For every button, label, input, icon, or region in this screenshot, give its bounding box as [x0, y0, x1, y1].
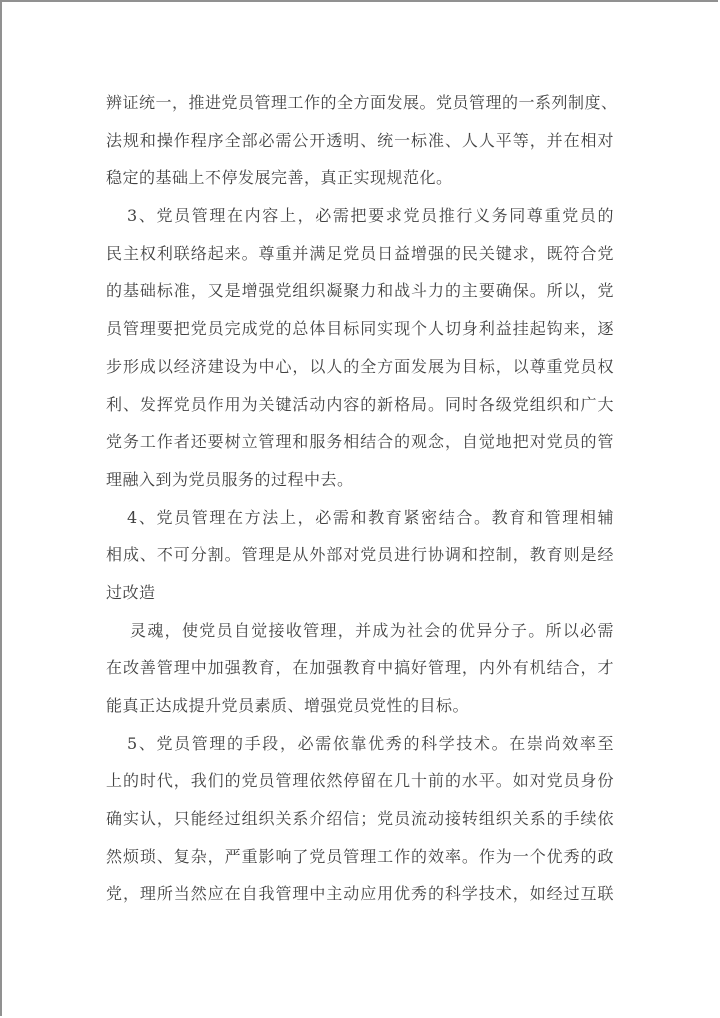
- text-line: 确实认，只能经过组织关系介绍信；党员流动接转组织关系的手续依: [106, 809, 614, 829]
- text-line: 然烦琐、复杂，严重影响了党员管理工作的效率。作为一个优秀的政: [106, 846, 614, 866]
- text-line: 灵魂，使党员自觉接收管理，并成为社会的优异分子。所以必需: [130, 620, 614, 640]
- text-line: 能真正达成提升党员素质、增强党员党性的目标。: [106, 696, 470, 715]
- text-line: 上的时代，我们的党员管理依然停留在几十前的水平。如对党员身份: [106, 771, 614, 791]
- text-line: 法规和操作程序全部必需公开透明、统一标准、人人平等，并在相对: [106, 130, 614, 150]
- text-line: 在改善管理中加强教育，在加强教育中搞好管理，内外有机结合，才: [106, 658, 614, 678]
- text-line: 党，理所当然应在自我管理中主动应用优秀的科学技术，如经过互联: [106, 884, 614, 904]
- text-line: 民主权利联络起来。尊重并满足党员日益增强的民关键求，既符合党: [106, 243, 614, 263]
- text-block: [106, 84, 618, 913]
- text-line: 利、发挥党员作用为关键活动内容的新格局。同时各级党组织和广大: [106, 394, 614, 414]
- text-line: 稳定的基础上不停发展完善，真正实现规范化。: [106, 168, 453, 188]
- text-line: 5、党员管理的手段，必需依靠优秀的科学技术。在崇尚效率至: [127, 733, 614, 753]
- text-line: 4、党员管理在方法上，必需和教育紧密结合。教育和管理相辅: [127, 507, 614, 527]
- text-line: 过改造: [106, 582, 156, 602]
- text-line: 的基础标准，又是增强党组织凝聚力和战斗力的主要确保。所以，党: [106, 281, 614, 301]
- text-line: 党务工作者还要树立管理和服务相结合的观念，自觉地把对党员的管: [106, 432, 614, 452]
- text-line: 员管理要把党员完成党的总体目标同实现个人切身利益挂起钩来，逐: [106, 319, 614, 339]
- text-line: 辨证统一，推进党员管理工作的全方面发展。党员管理的一系列制度、: [106, 93, 618, 112]
- text-line: 步形成以经济建设为中心，以人的全方面发展为目标，以尊重党员权: [106, 356, 614, 376]
- text-line: 理融入到为党员服务的过程中去。: [106, 469, 354, 489]
- text-line: 相成、不可分割。管理是从外部对党员进行协调和控制，教育则是经: [106, 545, 614, 565]
- text-line: 3、党员管理在内容上，必需把要求党员推行义务同尊重党员的: [127, 206, 614, 226]
